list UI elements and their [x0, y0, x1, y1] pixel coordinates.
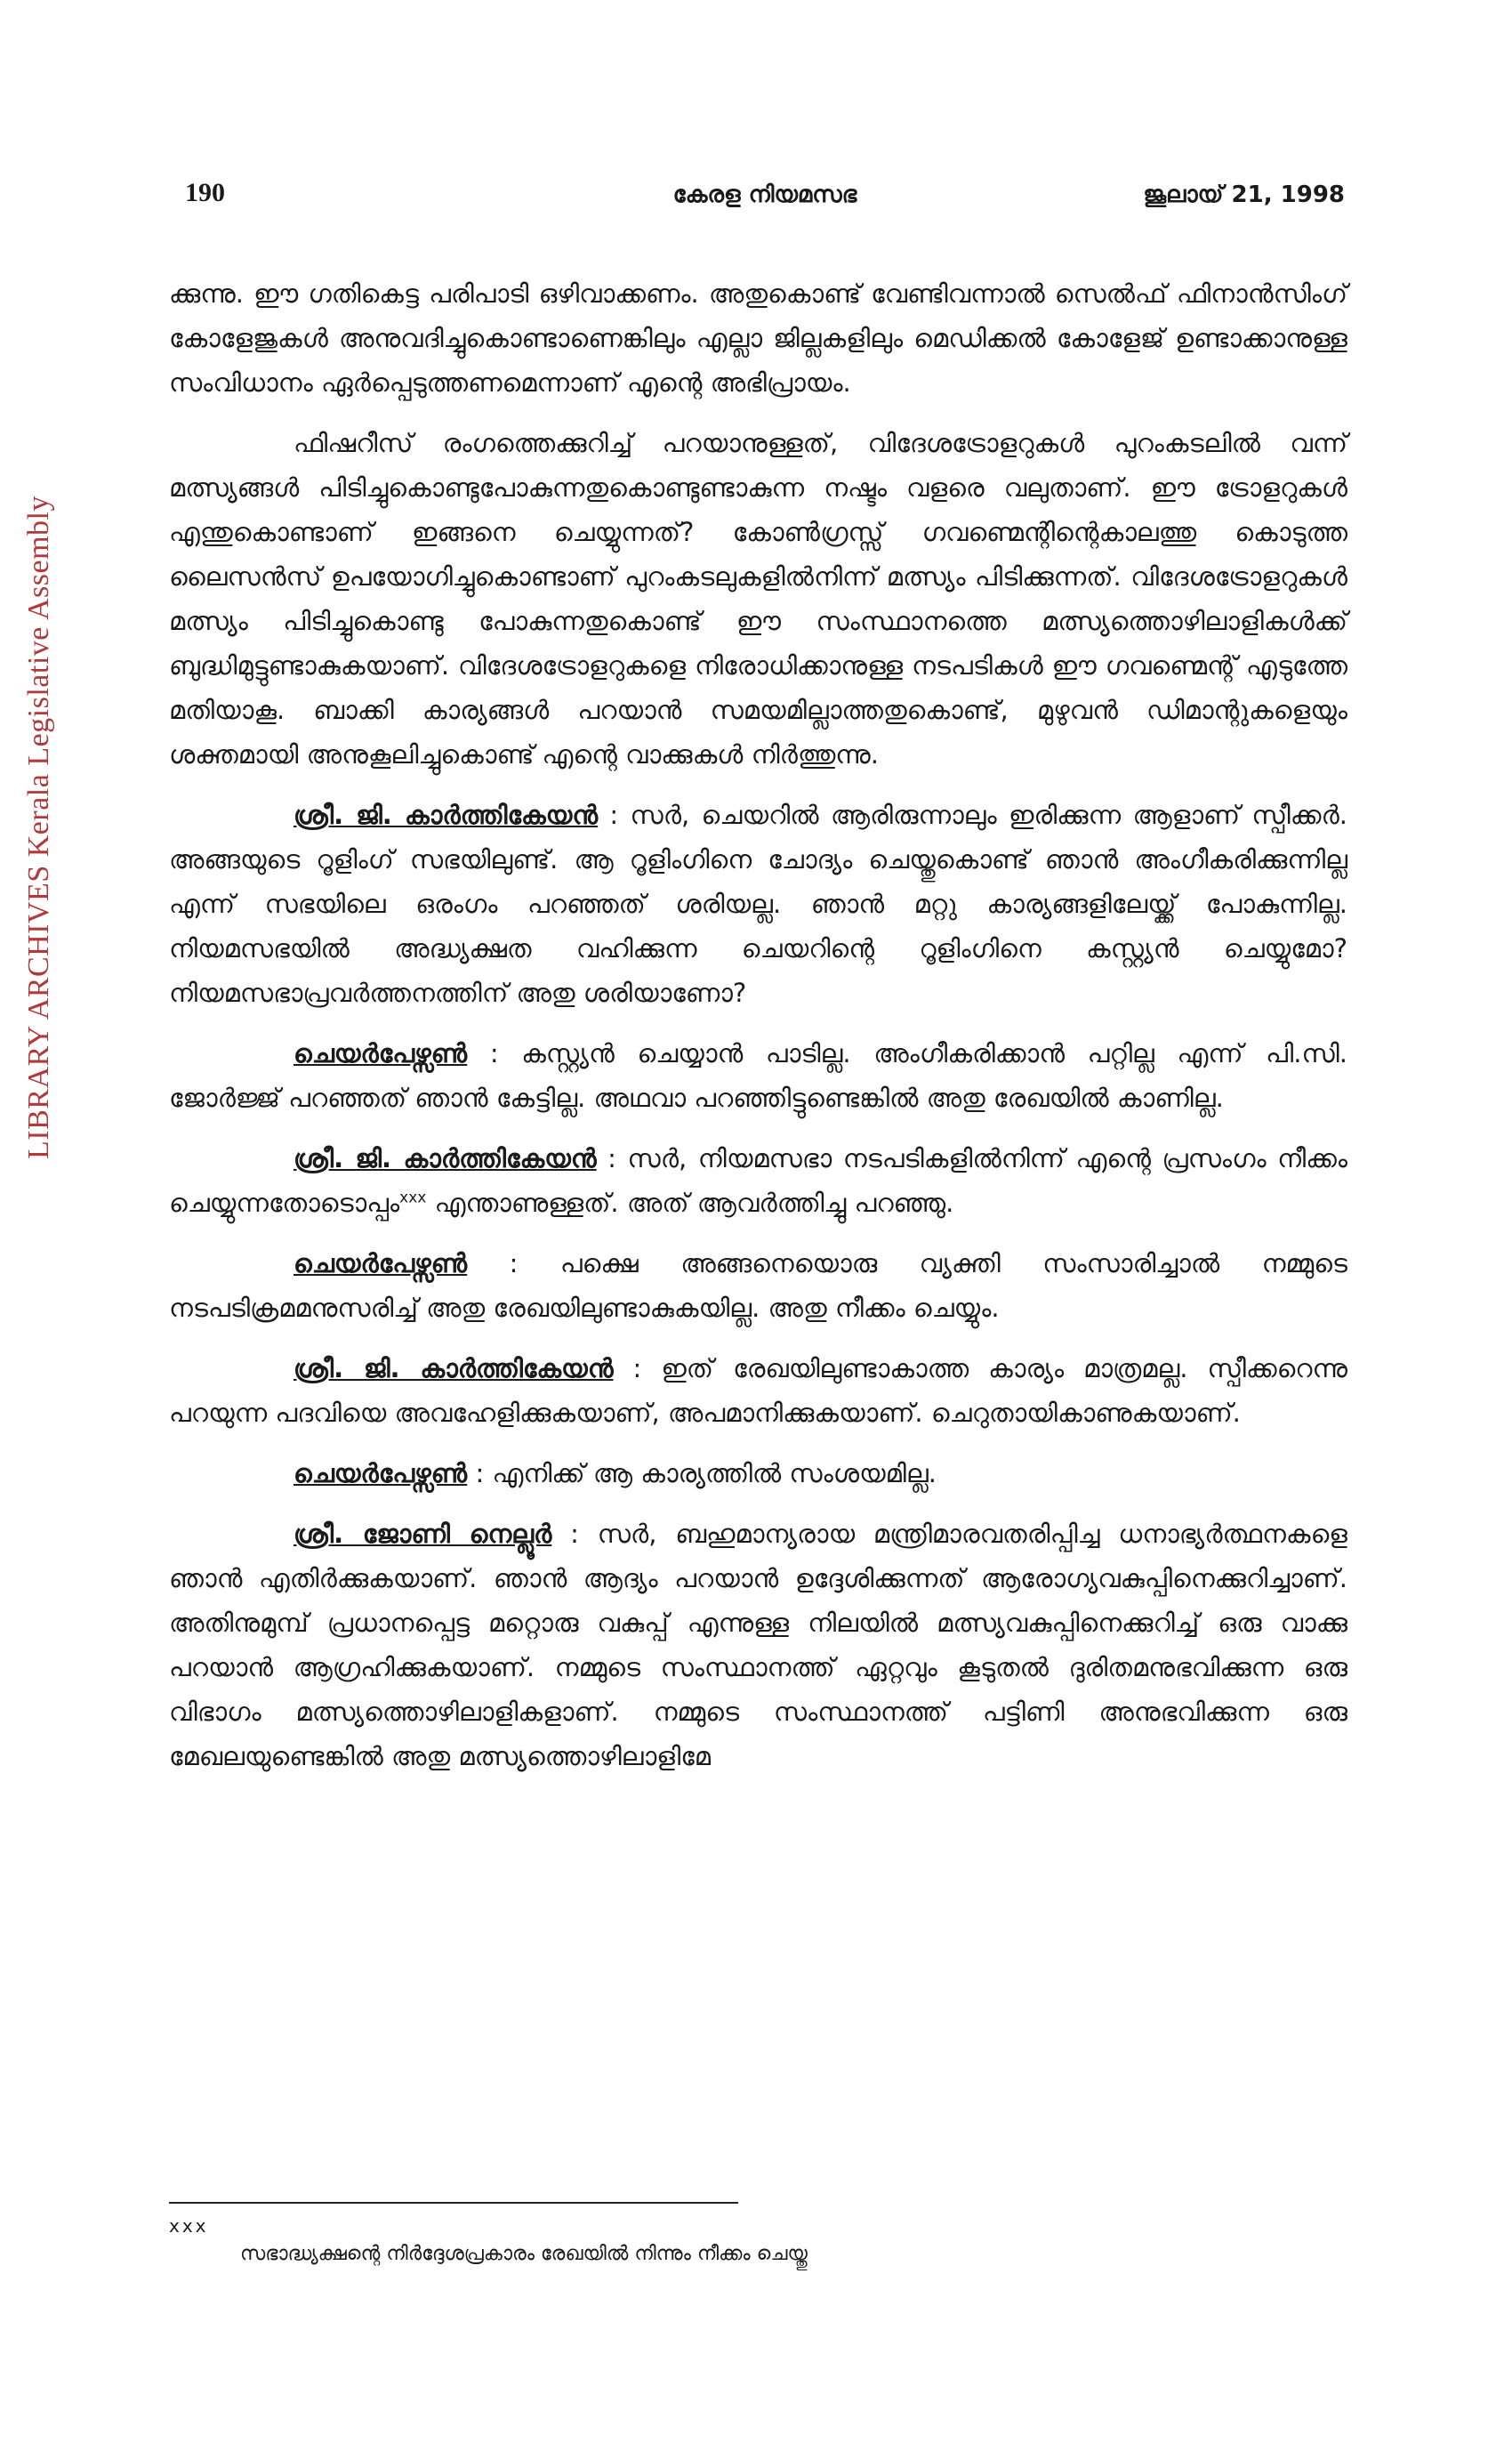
footnote-reference-mark: xxx	[399, 1189, 427, 1207]
running-title: കേരള നിയമസഭ	[672, 181, 857, 208]
speech-text-continued: എന്താണുള്ളത്. അത് ആവർത്തിച്ചു പറഞ്ഞു.	[434, 1188, 954, 1218]
footnote-divider	[169, 2202, 738, 2204]
speech-paragraph: ശ്രീ. ജി. കാർത്തികേയൻ : സർ, ചെയറിൽ ആരിരുന്നാലും ഇരിക്കുന്ന ആളാണ് സ്പീക്കർ. അങ്ങയുടെ റൂളിംഗ് സഭയിലുണ്ട്. ആ റൂളിംഗിനെ ചോദ്യം ചെയ്തുകൊണ്ട് ഞാൻ അംഗീകരിക്കുന്നില്ല എന്ന് സഭയിലെ ഒരംഗം പറഞ്ഞത് ശരിയല്ല. ഞാൻ മറ്റു കാര്യങ്ങളിലേയ്ക്ക് പോകുന്നില്ല. നിയമസഭയിൽ അദ്ധ്യക്ഷത വഹിക്കുന്ന ചെയറിന്റെ റൂളിംഗിനെ കസ്റ്റ്യൻ ചെയ്യുമോ? നിയമസഭാപ്രവർത്തനത്തിന് അതു ശരിയാണോ?	[169, 800, 1347, 1008]
speech-paragraph: ചെയർപേഴ്സൺ : പക്ഷെ അങ്ങനെയൊരു വ്യക്തി സംസാരിച്ചാൽ നമ്മുടെ നടപടിക്രമമനുസരിച്ച് അതു രേഖയിലുണ്ടാകുകയില്ല. അതു നീക്കം ചെയ്യും.	[169, 1248, 1347, 1323]
speech-text: എനിക്ക് ആ കാര്യത്തിൽ സംശയമില്ല.	[492, 1458, 937, 1488]
speaker-name: ശ്രീ. ജോണി നെല്ലൂർ	[294, 1519, 552, 1549]
speaker-name: ചെയർപേഴ്സൺ	[294, 1458, 468, 1488]
speech-paragraph: ശ്രീ. ജി. കാർത്തികേയൻ : ഇത് രേഖയിലുണ്ടാകാത്ത കാര്യം മാത്രമല്ല. സ്പീക്കറെന്നു പറയുന്ന പദവിയെ അവഹേളിക്കുകയാണ്, അപമാനിക്കുകയാണ്. ചെറുതായികാണുകയാണ്.	[169, 1353, 1347, 1428]
page-number: 190	[185, 178, 225, 207]
speech-text: കസ്റ്റ്യൻ ചെയ്യാൻ പാടില്ല. അംഗീകരിക്കാൻ പറ്റില്ല എന്ന് പി.സി. ജോർജ്ജ് പറഞ്ഞത് ഞാൻ കേട്ടില്ല. അഥവാ പറഞ്ഞിട്ടുണ്ടെങ്കിൽ അതു രേഖയിൽ കാണില്ല.	[169, 1038, 1347, 1113]
paragraph-continuation	[169, 271, 1347, 405]
speech-text: സർ, നിയമസഭാ നടപടികളിൽനിന്ന് എന്റെ പ്രസംഗം നീക്കം ചെയ്യുന്നതോടൊപ്പം	[169, 1143, 1347, 1218]
paragraph-text: ഫിഷറീസ് രംഗത്തെക്കുറിച്ച് പറയാനുള്ളത്, വിദേശട്രോളറുകൾ പുറംകടലിൽ വന്ന് മത്സ്യങ്ങൾ പിടിച്ചുകൊണ്ടുപോകുന്നതുകൊണ്ടുണ്ടാകുന്ന നഷ്ടം വളരെ വലുതാണ്. ഈ ട്രോളറുകൾ എന്തുകൊണ്ടാണ് ഇങ്ങനെ ചെയ്യുന്നത്? കോൺഗ്രസ്സ് ഗവണ്മെന്റിന്റെകാലത്തു കൊടുത്ത ലൈസൻസ് ഉപയോഗിച്ചുകൊണ്ടാണ് പുറംകടലുകളിൽനിന്ന് മത്സ്യം പിടിക്കുന്നത്. വിദേശട്രോളറുകൾ മത്സ്യം പിടിച്ചുകൊണ്ടു പോകുന്നതുകൊണ്ട് ഈ സംസ്ഥാനത്തെ മത്സ്യത്തൊഴിലാളികൾക്ക് ബുദ്ധിമുട്ടുണ്ടാകുകയാണ്. വിദേശട്രോളറുകളെ നിരോധിക്കാനുള്ള നടപടികൾ ഈ ഗവണ്മെന്റ് എടുത്തേ മതിയാകൂ. ബാക്കി കാര്യങ്ങൾ പറയാൻ സമയമില്ലാത്തതുകൊണ്ട്, മുഴുവൻ ഡിമാന്റുകളെയും ശക്തമായി അനുകൂലിച്ചുകൊണ്ട് എന്റെ വാക്കുകൾ നിർത്തുന്നു.	[169, 428, 1347, 770]
header-date: ജൂലായ് 21, 1998	[1143, 181, 1345, 208]
speaker-name: ചെയർപേഴ്സൺ	[294, 1248, 468, 1278]
page-header	[185, 178, 1345, 219]
speech-text: സർ, ബഹുമാന്യരായ മന്ത്രിമാരവതരിപ്പിച്ച ധനാഭ്യർത്ഥനകളെ ഞാൻ എതിർക്കുകയാണ്. ഞാൻ ആദ്യം പറയാൻ ഉദ്ദേശിക്കുന്നത് ആരോഗ്യവകുപ്പിനെക്കുറിച്ചാണ്. അതിനുമുമ്പ് പ്രധാനപ്പെട്ട മറ്റൊരു വകുപ്പ് എന്നുള്ള നിലയിൽ മത്സ്യവകുപ്പിനെക്കുറിച്ച് ഒരു വാക്കു പറയാൻ ആഗ്രഹിക്കുകയാണ്. നമ്മുടെ സംസ്ഥാനത്ത് ഏറ്റവും കൂടുതൽ ദുരിതമനുഭവിക്കുന്ന ഒരു വിഭാഗം മത്സ്യത്തൊഴിലാളികളാണ്. നമ്മുടെ സംസ്ഥാനത്ത് പട്ടിണി അനുഭവിക്കുന്ന ഒരു മേഖലയുണ്ടെങ്കിൽ അതു മത്സ്യത്തൊഴിലാളിമേ	[169, 1519, 1347, 1771]
speaker-name: ശ്രീ. ജി. കാർത്തികേയൻ	[294, 800, 599, 830]
speaker-name: ശ്രീ. ജി. കാർത്തികേയൻ	[294, 1353, 614, 1383]
speech-text: ഇത് രേഖയിലുണ്ടാകാത്ത കാര്യം മാത്രമല്ല. സ്പീക്കറെന്നു പറയുന്ന പദവിയെ അവഹേളിക്കുകയാണ്, അപമാനിക്കുകയാണ്. ചെറുതായികാണുകയാണ്.	[169, 1353, 1347, 1428]
paragraph-fisheries	[169, 421, 1347, 777]
speaker-name: ശ്രീ. ജി. കാർത്തികേയൻ	[294, 1143, 597, 1173]
footnote-text: സഭാദ്ധ്യക്ഷന്റെ നിർദ്ദേശപ്രകാരം രേഖയിൽ നിന്നും നീക്കം ചെയ്തു	[240, 2243, 808, 2265]
speech-text: സർ, ചെയറിൽ ആരിരുന്നാലും ഇരിക്കുന്ന ആളാണ് സ്പീക്കർ. അങ്ങയുടെ റൂളിംഗ് സഭയിലുണ്ട്. ആ റൂളിംഗിനെ ചോദ്യം ചെയ്തുകൊണ്ട് ഞാൻ അംഗീകരിക്കുന്നില്ല എന്ന് സഭയിലെ ഒരംഗം പറഞ്ഞത് ശരിയല്ല. ഞാൻ മറ്റു കാര്യങ്ങളിലേയ്ക്ക് പോകുന്നില്ല. നിയമസഭയിൽ അദ്ധ്യക്ഷത വഹിക്കുന്ന ചെയറിന്റെ റൂളിംഗിനെ കസ്റ്റ്യൻ ചെയ്യുമോ? നിയമസഭാപ്രവർത്തനത്തിന് അതു ശരിയാണോ?	[169, 800, 1347, 1008]
speech-paragraph: ശ്രീ. ജി. കാർത്തികേയൻ : സർ, നിയമസഭാ നടപടികളിൽനിന്ന് എന്റെ പ്രസംഗം നീക്കം ചെയ്യുന്നതോടൊപ്പം$^{xxx}$ എന്താണുള്ളത്. അത് ആവർത്തിച്ചു പറഞ്ഞു.	[169, 1143, 1347, 1218]
paragraph-text: ക്കുന്നു. ഈ ഗതികെട്ട പരിപാടി ഒഴിവാക്കണം. അതുകൊണ്ട് വേണ്ടിവന്നാൽ സെൽഫ് ഫിനാൻസിംഗ് കോളേജുകൾ അനുവദിച്ചുകൊണ്ടാണെങ്കിലും എല്ലാ ജില്ലകളിലും മെഡിക്കൽ കോളേജ് ഉണ്ടാക്കാനുള്ള സംവിധാനം ഏർപ്പെടുത്തണമെന്നാണ് എന്റെ അഭിപ്രായം.	[169, 278, 1347, 398]
speech-paragraph: ചെയർപേഴ്സൺ : കസ്റ്റ്യൻ ചെയ്യാൻ പാടില്ല. അംഗീകരിക്കാൻ പറ്റില്ല എന്ന് പി.സി. ജോർജ്ജ് പറഞ്ഞത് ഞാൻ കേട്ടില്ല. അഥവാ പറഞ്ഞിട്ടുണ്ടെങ്കിൽ അതു രേഖയിൽ കാണില്ല.	[169, 1038, 1347, 1113]
archive-watermark: LIBRARY ARCHIVES Kerala Legislative Assembly	[22, 495, 55, 1160]
footnote-mark: xxx	[169, 2215, 209, 2237]
speech-text: പക്ഷെ അങ്ങനെയൊരു വ്യക്തി സംസാരിച്ചാൽ നമ്മുടെ നടപടിക്രമമനുസരിച്ച് അതു രേഖയിലുണ്ടാകുകയില്ല. അതു നീക്കം ചെയ്യും.	[169, 1248, 1347, 1323]
page-body	[169, 271, 1347, 1778]
speech-paragraph: ശ്രീ. ജോണി നെല്ലൂർ : സർ, ബഹുമാന്യരായ മന്ത്രിമാരവതരിപ്പിച്ച ധനാഭ്യർത്ഥനകളെ ഞാൻ എതിർക്കുകയാണ്. ഞാൻ ആദ്യം പറയാൻ ഉദ്ദേശിക്കുന്നത് ആരോഗ്യവകുപ്പിനെക്കുറിച്ചാണ്. അതിനുമുമ്പ് പ്രധാനപ്പെട്ട മറ്റൊരു വകുപ്പ് എന്നുള്ള നിലയിൽ മത്സ്യവകുപ്പിനെക്കുറിച്ച് ഒരു വാക്കു പറയാൻ ആഗ്രഹിക്കുകയാണ്. നമ്മുടെ സംസ്ഥാനത്ത് ഏറ്റവും കൂടുതൽ ദുരിതമനുഭവിക്കുന്ന ഒരു വിഭാഗം മത്സ്യത്തൊഴിലാളികളാണ്. നമ്മുടെ സംസ്ഥാനത്ത് പട്ടിണി അനുഭവിക്കുന്ന ഒരു മേഖലയുണ്ടെങ്കിൽ അതു മത്സ്യത്തൊഴിലാളിമേ	[169, 1519, 1347, 1771]
footnote	[169, 2212, 1347, 2269]
speech-paragraph: ചെയർപേഴ്സൺ : എനിക്ക് ആ കാര്യത്തിൽ സംശയമില്ല.	[294, 1458, 937, 1488]
speaker-name: ചെയർപേഴ്സൺ	[294, 1038, 468, 1068]
